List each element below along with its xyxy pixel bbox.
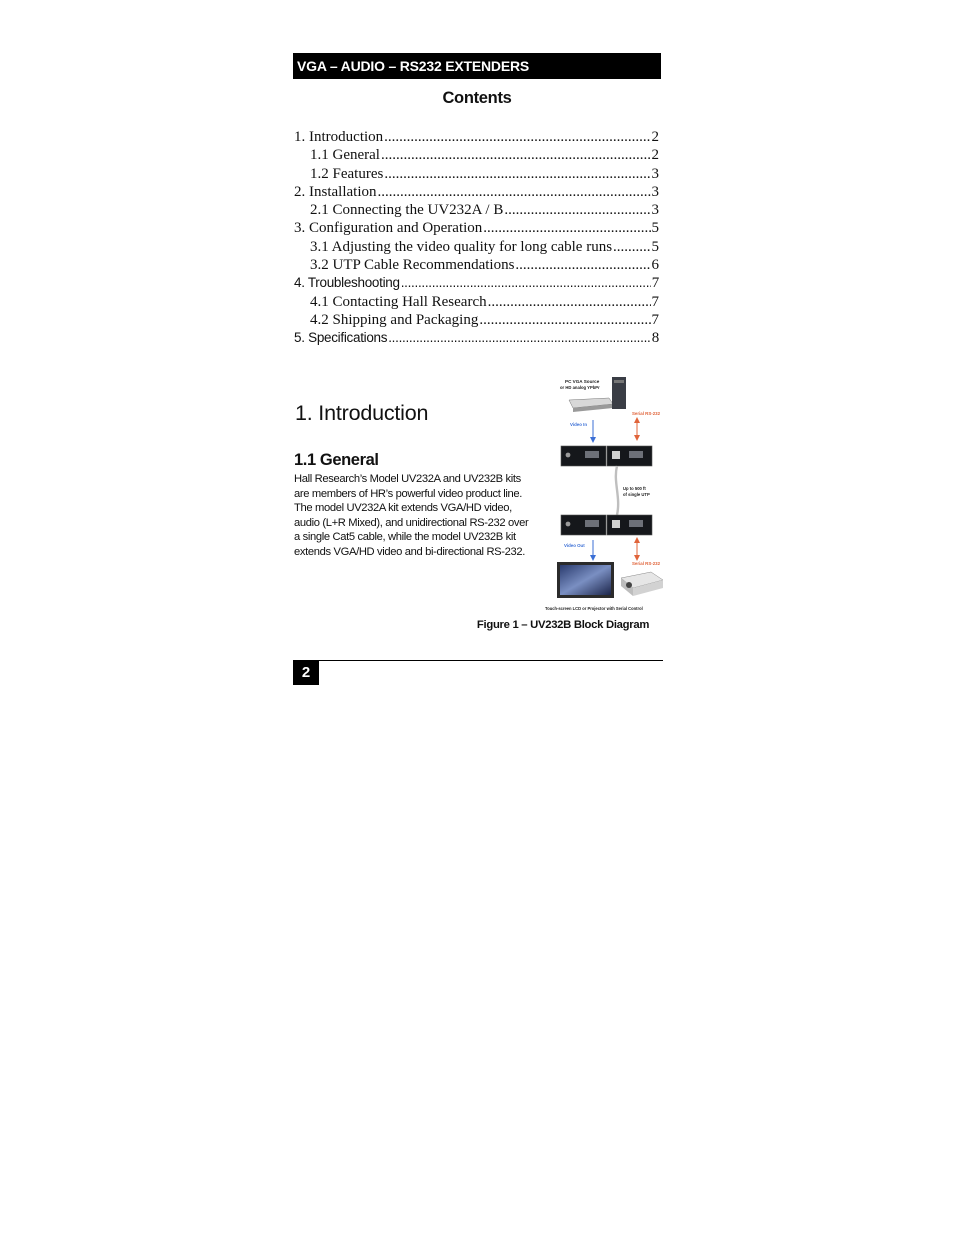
dvd-player-icon — [569, 398, 613, 412]
toc-entry[interactable]: 3.1 Adjusting the video quality for long cable runs ..... 5 — [294, 238, 659, 256]
serial-label-top: Serial RS-232 — [632, 411, 661, 416]
toc-entry[interactable]: 1.1 General ..... 2 — [294, 146, 659, 164]
video-out-label: Video Out — [564, 543, 585, 548]
contents-title: Contents — [442, 89, 512, 107]
toc-entry[interactable]: 2. Installation ..... 3 — [294, 183, 659, 201]
devices-label: Touch-screen LCD or Projector with Serial Control — [545, 606, 643, 611]
source-label-2: or HD analog YPbPr — [560, 385, 600, 390]
toc-entry[interactable]: 1. Introduction ..... 2 — [294, 128, 659, 146]
lcd-display-icon — [557, 562, 614, 598]
source-label: PC VGA Source — [565, 379, 600, 384]
subsection-heading: 1.1 General — [294, 451, 379, 469]
serial-label-bottom: Serial RS-232 — [632, 561, 661, 566]
cable-label: Up to 500 ft — [623, 486, 646, 491]
toc-entry[interactable]: 3.2 UTP Cable Recommendations ..... 6 — [294, 256, 659, 274]
figure-caption: Figure 1 – UV232B Block Diagram — [476, 619, 650, 631]
toc-entry[interactable]: 4. Troubleshooting ..... 7 — [294, 274, 659, 292]
toc-entry[interactable]: 2.1 Connecting the UV232A / B ..... 3 — [294, 201, 659, 219]
cable-label-2: of single UTP — [623, 492, 650, 497]
toc-entry[interactable]: 4.2 Shipping and Packaging ..... 7 — [294, 311, 659, 329]
utp-cable — [616, 466, 618, 515]
page-number: 2 — [293, 661, 319, 685]
video-in-label: Video In — [570, 422, 587, 427]
toc-entry[interactable]: 4.1 Contacting Hall Research ..... 7 — [294, 293, 659, 311]
projector-icon — [621, 572, 663, 596]
section-heading: 1. Introduction — [295, 401, 429, 425]
table-of-contents — [294, 128, 659, 348]
block-diagram — [543, 372, 669, 614]
toc-entry[interactable]: 3. Configuration and Operation ..... 5 — [294, 219, 659, 237]
footer-divider — [293, 660, 663, 661]
pc-tower-icon — [612, 377, 626, 409]
toc-entry[interactable]: 1.2 Features ..... 3 — [294, 165, 659, 183]
transmitter-unit — [561, 446, 652, 466]
receiver-unit — [561, 515, 652, 535]
section-paragraph: Hall Research’s Model UV232A and UV232B kits are members of HR’s powerful video product line. The model UV232A kit extends VGA/HD video, audio (L+R Mixed), and unidirectional RS-232 over a single Cat5 cable, while the model UV232B kit extends VGA/HD video and bi-directional RS-232. — [294, 473, 529, 558]
toc-entry[interactable]: 5. Specifications ..... 8 — [294, 329, 659, 347]
running-header: VGA – AUDIO – RS232 EXTENDERS — [293, 53, 661, 79]
